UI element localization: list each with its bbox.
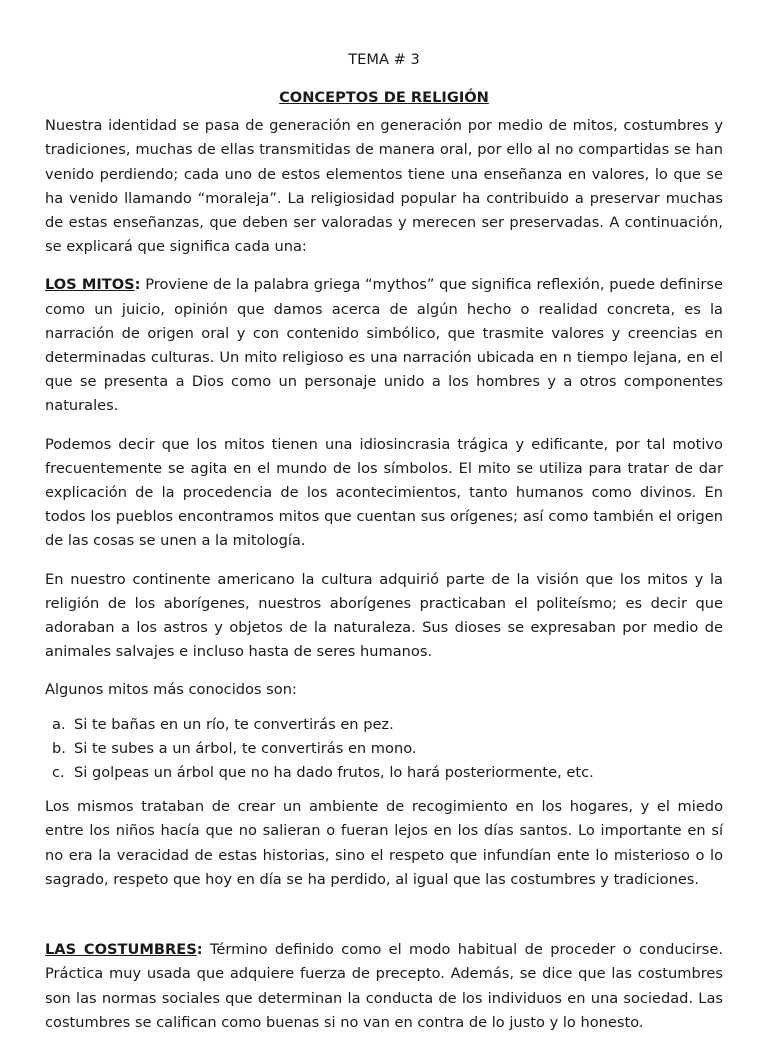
list-item (45, 761, 723, 785)
intro-paragraph: Nuestra identidad se pasa de generación en generación por medio de mitos, costumbres y tradiciones, muchas de ellas transmitidas de manera oral, por ello al no compartidas se han venido perdiendo; cada uno de estos elementos tiene una enseñanza en valores, lo que se ha venido llamando “moraleja”. La religiosidad popular ha contribuido a preservar muchas de estas enseñanzas, que deben ser valoradas y merecen ser preservadas. A continuación, se explicará que significa cada una: (45, 117, 723, 256)
costumbres-term: LAS COSTUMBRES (45, 941, 197, 959)
section-gap (45, 906, 723, 938)
list-item-marker: a. (52, 715, 66, 733)
costumbres-term-colon: : (196, 941, 203, 959)
list-item-marker: c. (52, 764, 65, 782)
document-page (45, 48, 723, 1049)
topic-number: TEMA # 3 (348, 51, 420, 68)
mitos-list-intro: Algunos mitos más conocidos son: (45, 681, 297, 699)
list-item (45, 713, 723, 737)
mitos-list (45, 713, 723, 786)
list-item-marker: b. (52, 739, 66, 757)
mitos-term: LOS MITOS (45, 276, 135, 294)
mitos-paragraph-2: Podemos decir que los mitos tienen una idiosincrasia trágica y edificante, por tal motivo frecuentemente se agita en el mundo de los símbolos. El mito se utiliza para tratar de dar explicación de la procedencia de los acontecimientos, tanto humanos como divinos. En todos los pueblos encontramos mitos que cuentan sus orígenes; así como también el origen de las cosas se unen a la mitología. (45, 435, 723, 550)
list-item (45, 737, 723, 761)
mitos-term-colon: : (134, 276, 141, 294)
costumbres-definition: Término definido como el modo habitual de proceder o conducirse. Práctica muy usada que adquiere fuerza de precepto. Además, se dice que las costumbres son las normas sociales que determinan la conducta de los individuos en una sociedad. Las costumbres se califican como buenas si no van en contra de lo justo y lo honesto. (45, 941, 723, 1031)
mitos-definition-paragraph (45, 273, 723, 418)
list-item-text: Si golpeas un árbol que no ha dado frutos, lo hará posteriormente, etc. (74, 764, 594, 782)
mitos-definition: Proviene de la palabra griega “mythos” que significa reflexión, puede definirse como un juicio, opinión que damos acerca de algún hecho o realidad concreta, es la narración de origen oral y con contenido simbólico, que trasmite valores y creencias en determinadas culturas. Un mito religioso es una narración ubicada en n tiempo lejana, en el que se presenta a Dios como un personaje unido a los hombres y a otros componentes naturales. (45, 276, 723, 415)
list-item-text: Si te bañas en un río, te convertirás en pez. (74, 715, 394, 733)
list-item-text: Si te subes a un árbol, te convertirás en mono. (74, 739, 417, 757)
mitos-paragraph-3: En nuestro continente americano la cultura adquirió parte de la visión que los mitos y la religión de los aborígenes, nuestros aborígenes practicaban el politeísmo; es decir que adoraban a los astros y objetos de la naturaleza. Sus dioses se expresaban por medio de animales salvajes e incluso hasta de seres humanos. (45, 570, 723, 661)
mitos-paragraph-4: Los mismos trataban de crear un ambiente de recogimiento en los hogares, y el miedo entre los niños hacía que no salieran o fueran lejos en los días santos. Lo importante en sí no era la veracidad de estas historias, sino el respeto que infundían ente lo misterioso o lo sagrado, respeto que hoy en día se ha perdido, al igual que las costumbres y tradiciones. (45, 798, 723, 888)
document-title: CONCEPTOS DE RELIGIÓN (279, 89, 489, 106)
costumbres-definition-paragraph (45, 938, 723, 1035)
